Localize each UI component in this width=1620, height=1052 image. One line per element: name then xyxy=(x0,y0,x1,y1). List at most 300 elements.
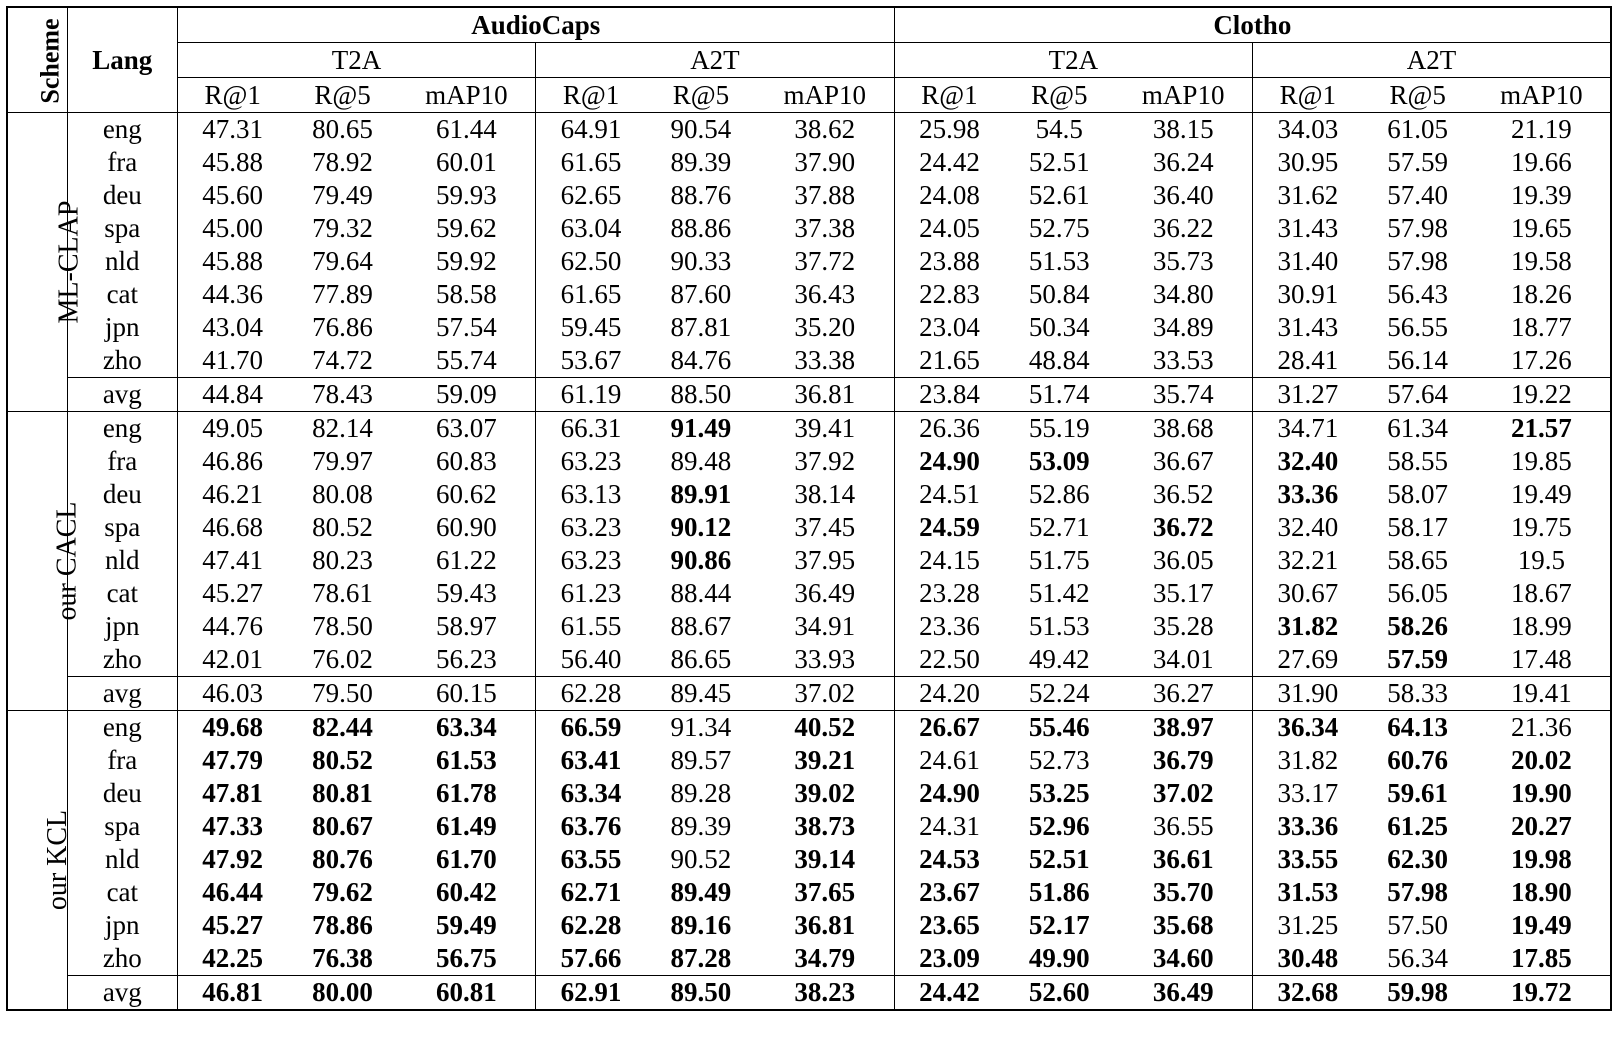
value-cell: 51.86 xyxy=(1028,877,1090,907)
value-cell: 18.90 xyxy=(1473,876,1611,909)
value-cell: 34.71 xyxy=(1277,413,1339,443)
value-cell: 59.43 xyxy=(398,577,536,610)
value-cell: 60.62 xyxy=(398,478,536,511)
scheme-label: our KCL xyxy=(42,809,74,911)
value-cell: 23.88 xyxy=(919,246,980,276)
lang-cell: deu xyxy=(67,179,177,212)
lang-cell: zho xyxy=(67,942,177,976)
value-cell: 36.49 xyxy=(756,577,894,610)
value-cell: 33.55 xyxy=(1277,844,1339,874)
value-cell: 35.73 xyxy=(1114,245,1252,278)
metric-header: R@5 xyxy=(646,78,756,113)
value-cell: 45.60 xyxy=(202,180,264,210)
scheme-cell xyxy=(7,113,85,412)
value-cell: 57.66 xyxy=(560,943,622,973)
value-cell: 30.48 xyxy=(1277,943,1339,973)
value-cell: 78.92 xyxy=(312,147,373,177)
value-cell: 63.23 xyxy=(560,512,622,542)
value-cell: 37.95 xyxy=(756,544,894,577)
value-cell: 60.76 xyxy=(1387,745,1449,775)
dataset-header-clotho: Clotho xyxy=(894,7,1611,43)
value-cell: 61.34 xyxy=(1387,413,1449,443)
value-cell: 45.88 xyxy=(202,246,264,276)
value-cell: 36.43 xyxy=(756,278,894,311)
value-cell: 26.67 xyxy=(919,712,980,742)
value-cell: 24.20 xyxy=(894,677,1004,711)
value-cell: 18.26 xyxy=(1473,278,1611,311)
avg-row xyxy=(7,677,1611,711)
value-cell: 89.50 xyxy=(646,976,756,1011)
value-cell: 24.31 xyxy=(919,811,980,841)
value-cell: 76.86 xyxy=(312,312,373,342)
value-cell: 38.23 xyxy=(756,976,894,1011)
value-cell: 46.44 xyxy=(202,877,264,907)
value-cell: 84.76 xyxy=(670,345,732,375)
value-cell: 80.08 xyxy=(312,479,373,509)
metric-header-row xyxy=(7,78,1611,113)
value-cell: 33.17 xyxy=(1277,778,1339,808)
metric-header: R@1 xyxy=(177,78,287,113)
lang-cell: fra xyxy=(67,445,177,478)
metric-header: mAP10 xyxy=(1473,78,1611,113)
value-cell: 24.90 xyxy=(919,778,980,808)
value-cell: 41.70 xyxy=(202,345,264,375)
value-cell: 52.51 xyxy=(1028,147,1090,177)
value-cell: 61.23 xyxy=(560,578,622,608)
lang-cell: nld xyxy=(67,843,177,876)
value-cell: 64.91 xyxy=(560,114,622,144)
value-cell: 63.07 xyxy=(398,412,536,446)
value-cell: 57.64 xyxy=(1363,378,1473,412)
value-cell: 87.60 xyxy=(670,279,732,309)
value-cell: 39.14 xyxy=(756,843,894,876)
table-row xyxy=(7,146,1611,179)
value-cell: 23.65 xyxy=(919,910,980,940)
value-cell: 57.59 xyxy=(1387,147,1449,177)
lang-cell: eng xyxy=(67,412,177,446)
table-row xyxy=(7,212,1611,245)
value-cell: 32.68 xyxy=(1253,976,1363,1011)
value-cell: 19.41 xyxy=(1473,677,1611,711)
value-cell: 63.55 xyxy=(560,844,622,874)
value-cell: 51.75 xyxy=(1028,545,1090,575)
value-cell: 63.76 xyxy=(560,811,622,841)
value-cell: 79.97 xyxy=(312,446,373,476)
value-cell: 31.27 xyxy=(1253,378,1363,412)
value-cell: 34.03 xyxy=(1277,114,1339,144)
value-cell: 62.71 xyxy=(560,877,622,907)
value-cell: 63.41 xyxy=(560,745,622,775)
table-header xyxy=(7,7,1611,113)
value-cell: 58.17 xyxy=(1387,512,1449,542)
direction-header: T2A xyxy=(177,43,535,78)
value-cell: 31.43 xyxy=(1277,213,1339,243)
value-cell: 19.90 xyxy=(1473,777,1611,810)
value-cell: 60.01 xyxy=(398,146,536,179)
value-cell: 74.72 xyxy=(312,345,373,375)
value-cell: 89.57 xyxy=(670,745,732,775)
value-cell: 38.97 xyxy=(1114,711,1252,745)
value-cell: 22.83 xyxy=(919,279,980,309)
direction-header: A2T xyxy=(536,43,894,78)
value-cell: 56.55 xyxy=(1387,312,1449,342)
lang-cell: avg xyxy=(67,976,177,1011)
value-cell: 36.55 xyxy=(1114,810,1252,843)
value-cell: 19.72 xyxy=(1473,976,1611,1011)
value-cell: 51.53 xyxy=(1028,611,1090,641)
value-cell: 33.93 xyxy=(756,643,894,677)
value-cell: 33.38 xyxy=(756,344,894,378)
value-cell: 19.49 xyxy=(1473,478,1611,511)
value-cell: 31.62 xyxy=(1277,180,1339,210)
value-cell: 38.62 xyxy=(756,113,894,147)
value-cell: 58.55 xyxy=(1387,446,1449,476)
value-cell: 63.34 xyxy=(560,778,622,808)
value-cell: 24.90 xyxy=(919,446,980,476)
value-cell: 66.59 xyxy=(560,712,622,742)
value-cell: 46.81 xyxy=(177,976,287,1011)
value-cell: 37.90 xyxy=(756,146,894,179)
value-cell: 34.79 xyxy=(756,942,894,976)
value-cell: 89.45 xyxy=(646,677,756,711)
value-cell: 37.45 xyxy=(756,511,894,544)
value-cell: 47.41 xyxy=(202,545,264,575)
value-cell: 52.17 xyxy=(1028,910,1090,940)
value-cell: 36.40 xyxy=(1114,179,1252,212)
value-cell: 31.53 xyxy=(1277,877,1339,907)
lang-cell: zho xyxy=(67,344,177,378)
table-row xyxy=(7,511,1611,544)
value-cell: 56.43 xyxy=(1387,279,1449,309)
value-cell: 52.75 xyxy=(1028,213,1090,243)
value-cell: 24.59 xyxy=(919,512,980,542)
value-cell: 61.44 xyxy=(398,113,536,147)
scheme-header xyxy=(7,7,67,113)
value-cell: 52.96 xyxy=(1028,811,1090,841)
value-cell: 55.46 xyxy=(1028,712,1090,742)
value-cell: 38.14 xyxy=(756,478,894,511)
metric-header: R@5 xyxy=(1363,78,1473,113)
value-cell: 60.90 xyxy=(398,511,536,544)
value-cell: 46.03 xyxy=(177,677,287,711)
value-cell: 31.43 xyxy=(1277,312,1339,342)
value-cell: 62.30 xyxy=(1387,844,1449,874)
value-cell: 64.13 xyxy=(1387,712,1449,742)
value-cell: 34.60 xyxy=(1114,942,1252,976)
value-cell: 80.67 xyxy=(312,811,373,841)
value-cell: 18.99 xyxy=(1473,610,1611,643)
value-cell: 61.55 xyxy=(560,611,622,641)
value-cell: 82.44 xyxy=(312,712,373,742)
value-cell: 21.36 xyxy=(1473,711,1611,745)
table-row xyxy=(7,278,1611,311)
value-cell: 35.70 xyxy=(1114,876,1252,909)
value-cell: 18.77 xyxy=(1473,311,1611,344)
value-cell: 24.05 xyxy=(919,213,980,243)
value-cell: 50.34 xyxy=(1028,312,1090,342)
value-cell: 23.04 xyxy=(919,312,980,342)
value-cell: 48.84 xyxy=(1028,345,1090,375)
value-cell: 80.81 xyxy=(312,778,373,808)
value-cell: 61.65 xyxy=(560,147,622,177)
value-cell: 88.67 xyxy=(670,611,732,641)
value-cell: 32.40 xyxy=(1277,512,1339,542)
value-cell: 60.83 xyxy=(398,445,536,478)
value-cell: 61.53 xyxy=(398,744,536,777)
value-cell: 45.88 xyxy=(202,147,264,177)
table-row xyxy=(7,245,1611,278)
value-cell: 89.49 xyxy=(670,877,732,907)
value-cell: 35.68 xyxy=(1114,909,1252,942)
value-cell: 90.54 xyxy=(670,114,732,144)
value-cell: 34.91 xyxy=(756,610,894,643)
value-cell: 44.76 xyxy=(202,611,264,641)
value-cell: 63.13 xyxy=(560,479,622,509)
lang-cell: eng xyxy=(67,711,177,745)
value-cell: 60.15 xyxy=(398,677,536,711)
value-cell: 19.39 xyxy=(1473,179,1611,212)
value-cell: 27.69 xyxy=(1277,644,1339,674)
value-cell: 36.34 xyxy=(1277,712,1339,742)
value-cell: 34.89 xyxy=(1114,311,1252,344)
value-cell: 17.85 xyxy=(1473,942,1611,976)
value-cell: 56.40 xyxy=(560,644,622,674)
value-cell: 90.33 xyxy=(670,246,732,276)
value-cell: 55.19 xyxy=(1028,413,1090,443)
value-cell: 24.42 xyxy=(919,147,980,177)
lang-cell: cat xyxy=(67,278,177,311)
value-cell: 76.02 xyxy=(312,644,373,674)
lang-cell: avg xyxy=(67,677,177,711)
table-row xyxy=(7,843,1611,876)
value-cell: 62.50 xyxy=(560,246,622,276)
value-cell: 35.74 xyxy=(1114,378,1252,412)
lang-cell: fra xyxy=(67,146,177,179)
value-cell: 19.5 xyxy=(1473,544,1611,577)
value-cell: 31.40 xyxy=(1277,246,1339,276)
value-cell: 26.36 xyxy=(919,413,980,443)
value-cell: 36.61 xyxy=(1114,843,1252,876)
value-cell: 89.48 xyxy=(670,446,732,476)
value-cell: 37.72 xyxy=(756,245,894,278)
value-cell: 62.91 xyxy=(536,976,646,1011)
value-cell: 32.40 xyxy=(1277,446,1339,476)
scheme-cell xyxy=(7,412,83,711)
value-cell: 44.36 xyxy=(202,279,264,309)
value-cell: 53.25 xyxy=(1028,778,1090,808)
lang-cell: deu xyxy=(67,478,177,511)
avg-row xyxy=(7,976,1611,1011)
value-cell: 56.75 xyxy=(398,942,536,976)
value-cell: 35.20 xyxy=(756,311,894,344)
value-cell: 55.74 xyxy=(398,344,536,378)
value-cell: 56.05 xyxy=(1387,578,1449,608)
value-cell: 58.33 xyxy=(1363,677,1473,711)
value-cell: 89.16 xyxy=(670,910,732,940)
value-cell: 53.67 xyxy=(560,345,622,375)
value-cell: 63.23 xyxy=(560,446,622,476)
value-cell: 78.61 xyxy=(312,578,373,608)
value-cell: 47.92 xyxy=(202,844,264,874)
value-cell: 36.49 xyxy=(1114,976,1252,1011)
value-cell: 57.54 xyxy=(398,311,536,344)
value-cell: 23.84 xyxy=(894,378,1004,412)
value-cell: 36.22 xyxy=(1114,212,1252,245)
value-cell: 79.62 xyxy=(312,877,373,907)
value-cell: 20.27 xyxy=(1473,810,1611,843)
table-row xyxy=(7,777,1611,810)
value-cell: 79.32 xyxy=(312,213,373,243)
value-cell: 37.88 xyxy=(756,179,894,212)
value-cell: 61.65 xyxy=(560,279,622,309)
value-cell: 24.08 xyxy=(919,180,980,210)
value-cell: 56.34 xyxy=(1387,943,1449,973)
avg-row xyxy=(7,378,1611,412)
lang-cell: nld xyxy=(67,245,177,278)
value-cell: 88.76 xyxy=(670,180,732,210)
lang-cell: spa xyxy=(67,212,177,245)
value-cell: 36.81 xyxy=(756,378,894,412)
value-cell: 56.14 xyxy=(1387,345,1449,375)
value-cell: 78.50 xyxy=(312,611,373,641)
value-cell: 19.66 xyxy=(1473,146,1611,179)
value-cell: 37.02 xyxy=(1114,777,1252,810)
value-cell: 58.65 xyxy=(1387,545,1449,575)
value-cell: 31.82 xyxy=(1277,611,1339,641)
value-cell: 47.81 xyxy=(202,778,264,808)
value-cell: 82.14 xyxy=(312,413,373,443)
value-cell: 33.36 xyxy=(1277,479,1339,509)
value-cell: 49.68 xyxy=(202,712,264,742)
value-cell: 34.80 xyxy=(1114,278,1252,311)
value-cell: 79.49 xyxy=(312,180,373,210)
value-cell: 19.65 xyxy=(1473,212,1611,245)
value-cell: 80.65 xyxy=(312,114,373,144)
value-cell: 36.05 xyxy=(1114,544,1252,577)
value-cell: 58.26 xyxy=(1387,611,1449,641)
value-cell: 45.27 xyxy=(202,910,264,940)
value-cell: 66.31 xyxy=(560,413,622,443)
value-cell: 34.01 xyxy=(1114,643,1252,677)
value-cell: 33.36 xyxy=(1277,811,1339,841)
value-cell: 46.86 xyxy=(202,446,264,476)
value-cell: 44.84 xyxy=(177,378,287,412)
lang-cell: cat xyxy=(67,577,177,610)
table-body xyxy=(7,113,1611,1011)
value-cell: 46.21 xyxy=(202,479,264,509)
value-cell: 36.27 xyxy=(1114,677,1252,711)
value-cell: 79.50 xyxy=(287,677,397,711)
value-cell: 24.53 xyxy=(919,844,980,874)
value-cell: 90.12 xyxy=(670,512,732,542)
value-cell: 58.58 xyxy=(398,278,536,311)
table-row xyxy=(7,810,1611,843)
value-cell: 28.41 xyxy=(1277,345,1339,375)
value-cell: 79.64 xyxy=(312,246,373,276)
value-cell: 38.68 xyxy=(1114,412,1252,446)
value-cell: 37.02 xyxy=(756,677,894,711)
value-cell: 59.09 xyxy=(398,378,536,412)
value-cell: 23.09 xyxy=(919,943,980,973)
metric-header: mAP10 xyxy=(1114,78,1252,113)
value-cell: 19.75 xyxy=(1473,511,1611,544)
value-cell: 21.19 xyxy=(1473,113,1611,147)
value-cell: 57.98 xyxy=(1387,213,1449,243)
value-cell: 62.28 xyxy=(536,677,646,711)
value-cell: 91.34 xyxy=(670,712,732,742)
table-row xyxy=(7,876,1611,909)
value-cell: 59.92 xyxy=(398,245,536,278)
metric-header: mAP10 xyxy=(398,78,536,113)
value-cell: 87.28 xyxy=(670,943,732,973)
value-cell: 89.39 xyxy=(670,147,732,177)
value-cell: 47.31 xyxy=(202,114,264,144)
value-cell: 57.50 xyxy=(1387,910,1449,940)
value-cell: 35.28 xyxy=(1114,610,1252,643)
value-cell: 19.49 xyxy=(1473,909,1611,942)
value-cell: 42.25 xyxy=(202,943,264,973)
value-cell: 49.42 xyxy=(1028,644,1090,674)
value-cell: 30.95 xyxy=(1277,147,1339,177)
value-cell: 59.49 xyxy=(398,909,536,942)
metric-header: R@1 xyxy=(1253,78,1363,113)
table-row xyxy=(7,311,1611,344)
value-cell: 20.02 xyxy=(1473,744,1611,777)
value-cell: 87.81 xyxy=(670,312,732,342)
value-cell: 36.52 xyxy=(1114,478,1252,511)
value-cell: 57.98 xyxy=(1387,246,1449,276)
value-cell: 80.52 xyxy=(312,745,373,775)
value-cell: 59.61 xyxy=(1387,778,1449,808)
value-cell: 60.81 xyxy=(398,976,536,1011)
metric-header: R@5 xyxy=(287,78,397,113)
value-cell: 51.53 xyxy=(1028,246,1090,276)
value-cell: 36.24 xyxy=(1114,146,1252,179)
value-cell: 61.78 xyxy=(398,777,536,810)
value-cell: 91.49 xyxy=(670,413,732,443)
value-cell: 86.65 xyxy=(670,644,732,674)
table-row xyxy=(7,544,1611,577)
lang-cell: jpn xyxy=(67,311,177,344)
metric-header: R@5 xyxy=(1004,78,1114,113)
value-cell: 58.07 xyxy=(1387,479,1449,509)
value-cell: 33.53 xyxy=(1114,344,1252,378)
metric-header: R@1 xyxy=(536,78,646,113)
value-cell: 63.34 xyxy=(398,711,536,745)
lang-cell: avg xyxy=(67,378,177,412)
value-cell: 78.43 xyxy=(287,378,397,412)
lang-cell: spa xyxy=(67,511,177,544)
value-cell: 80.00 xyxy=(287,976,397,1011)
value-cell: 25.98 xyxy=(919,114,980,144)
value-cell: 24.15 xyxy=(919,545,980,575)
value-cell: 37.38 xyxy=(756,212,894,245)
value-cell: 52.24 xyxy=(1004,677,1114,711)
metric-header: R@1 xyxy=(894,78,1004,113)
scheme-label: ML-CLAP xyxy=(53,200,85,324)
value-cell: 39.21 xyxy=(756,744,894,777)
value-cell: 88.50 xyxy=(646,378,756,412)
value-cell: 80.52 xyxy=(312,512,373,542)
value-cell: 80.76 xyxy=(312,844,373,874)
scheme-cell xyxy=(7,711,74,1011)
lang-cell: jpn xyxy=(67,610,177,643)
lang-cell: jpn xyxy=(67,909,177,942)
table-row xyxy=(7,344,1611,378)
value-cell: 52.71 xyxy=(1028,512,1090,542)
metric-header: mAP10 xyxy=(756,78,894,113)
value-cell: 49.05 xyxy=(202,413,264,443)
